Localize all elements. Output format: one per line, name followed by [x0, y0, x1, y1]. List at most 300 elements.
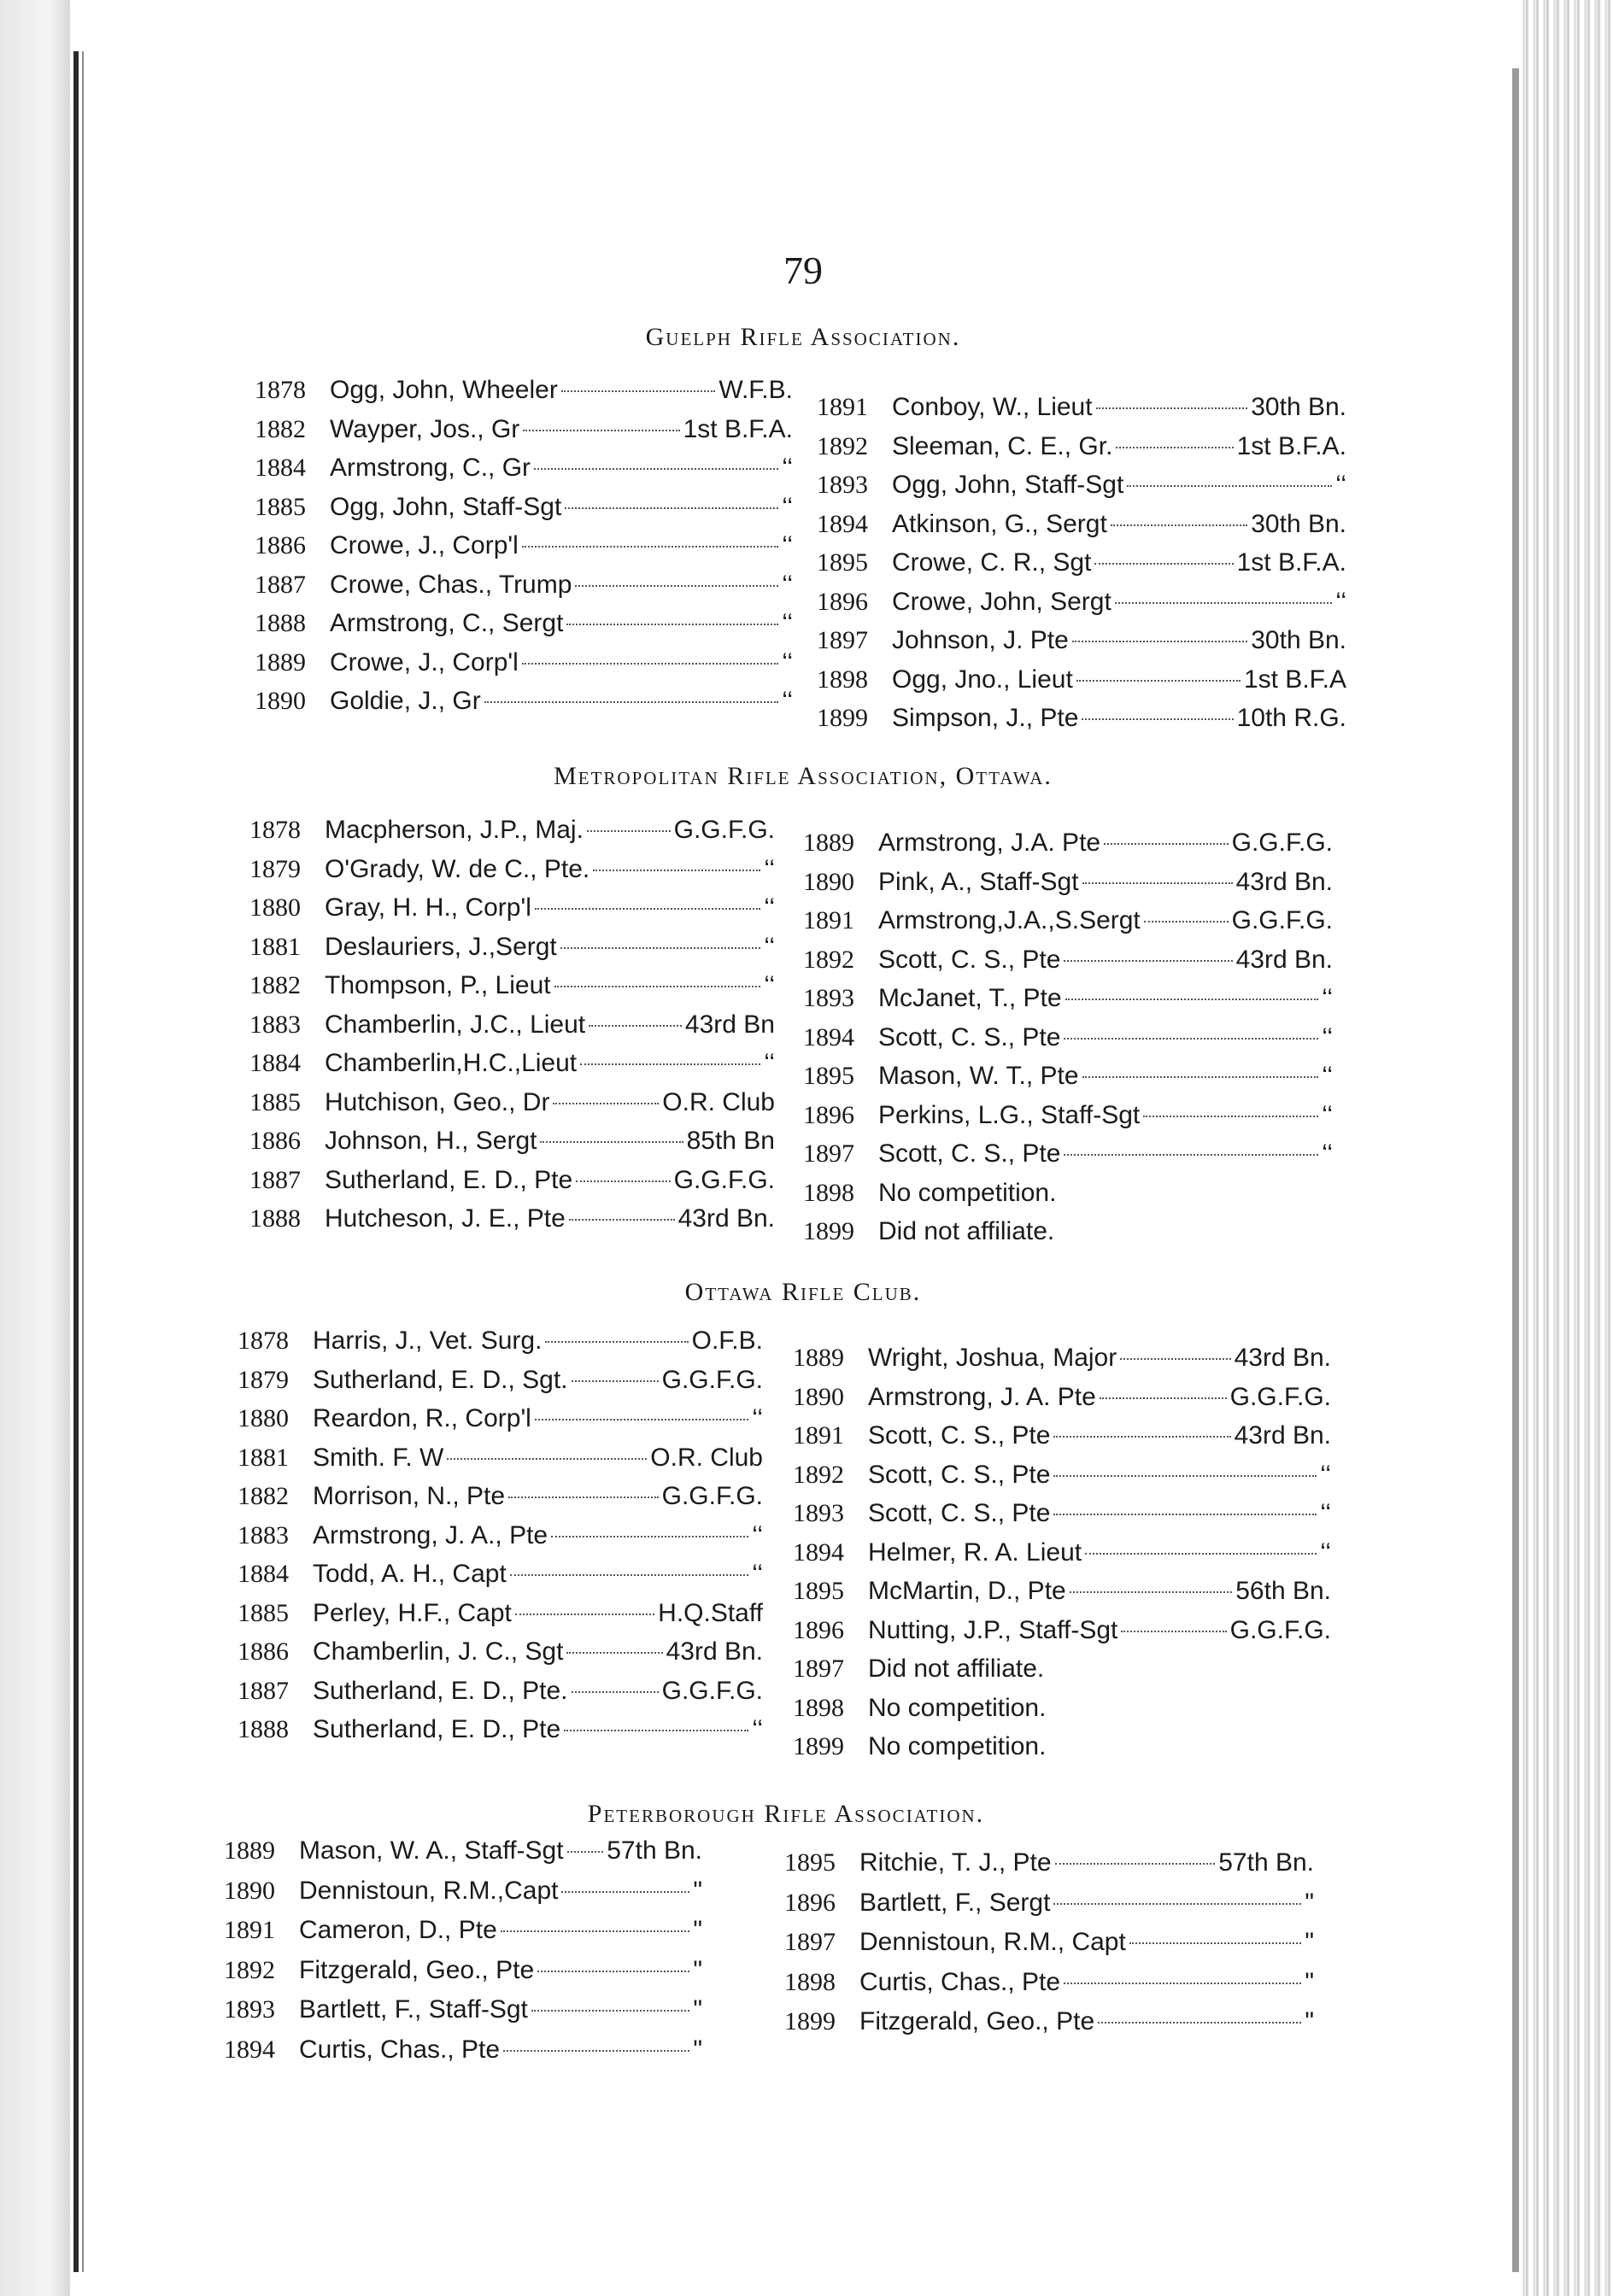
book-binding-left [0, 0, 70, 2296]
record-entry [238, 1521, 763, 1550]
entry-name: Did not affiliate. [878, 1217, 1055, 1245]
entry-year: 1883 [238, 1520, 289, 1549]
entry-name: Smith. F. W [313, 1443, 444, 1472]
entry-unit: G.G.F.G. [1231, 906, 1333, 934]
entry-unit: O.F.B. [691, 1327, 763, 1355]
record-entry [249, 855, 775, 884]
entry-name: Thompson, P., Lieut [325, 971, 551, 999]
dot-leader [1053, 1903, 1301, 1905]
entry-name: Macpherson, J.P., Maj. [325, 816, 584, 844]
entry-unit: 1st B.F.A. [1236, 431, 1346, 460]
record-entry [803, 829, 1333, 858]
dot-leader [484, 701, 778, 703]
entry-name: Ogg, John, Staff-Sgt [892, 471, 1124, 499]
dot-leader [566, 624, 778, 625]
entry-year: 1898 [803, 1178, 854, 1207]
dot-leader [587, 830, 671, 832]
record-entry [238, 1327, 763, 1356]
entry-name: Ritchie, T. J., Pte [859, 1848, 1052, 1877]
dot-leader [1115, 602, 1332, 604]
entry-year: 1885 [255, 492, 306, 521]
book-spine-shadow [82, 51, 84, 2272]
entry-name: Did not affiliate. [868, 1655, 1045, 1683]
entry-unit: G.G.F.G. [661, 1482, 763, 1510]
entry-year: 1893 [793, 1499, 844, 1527]
entry-year: 1887 [238, 1676, 289, 1705]
record-entry [817, 626, 1346, 655]
entry-year: 1878 [255, 376, 306, 404]
entry-name: Deslauriers, J.,Sergt [325, 932, 557, 961]
entry-year: 1896 [803, 1100, 854, 1129]
entry-year: 1887 [255, 570, 306, 599]
entry-name: Wright, Joshua, Major [868, 1344, 1117, 1372]
record-entry [817, 393, 1346, 422]
entry-year: 1888 [255, 609, 306, 637]
entry-unit: ‘‘ [764, 893, 775, 922]
entry-year: 1893 [817, 471, 868, 499]
entry-unit: " [693, 1916, 702, 1944]
section-title: Ottawa Rifle Club. [684, 1278, 922, 1306]
entry-year: 1884 [249, 1049, 301, 1077]
dot-leader [503, 2050, 689, 2052]
dot-leader [1053, 1475, 1317, 1477]
entry-name: Sutherland, E. D., Pte [325, 1165, 573, 1194]
entry-year: 1895 [793, 1577, 844, 1605]
record-entry [793, 1655, 1331, 1684]
dot-leader [560, 947, 760, 949]
entry-unit: " [1305, 1967, 1314, 1996]
entry-year: 1889 [255, 647, 306, 676]
entry-year: 1890 [793, 1382, 844, 1411]
entry-year: 1899 [803, 1217, 854, 1245]
entry-name: Chamberlin,H.C.,Lieut [325, 1049, 578, 1077]
dot-leader [510, 1574, 748, 1576]
section-title: Metropolitan Rifle Association, Ottawa. [554, 762, 1053, 790]
entry-name: Crowe, J., Corp'l [330, 647, 519, 676]
dot-leader [1072, 641, 1247, 642]
record-entry [255, 609, 793, 638]
entry-name: Fitzgerald, Geo., Pte [299, 1955, 535, 1984]
entry-unit: ‘‘ [764, 854, 775, 883]
record-entry [793, 1538, 1331, 1567]
record-entry [249, 1049, 775, 1078]
entry-name: Armstrong,J.A.,S.Sergt [878, 906, 1141, 934]
record-entry [249, 1010, 775, 1040]
record-entry [817, 588, 1346, 617]
record-entry [803, 1179, 1333, 1208]
dot-leader [535, 1419, 748, 1420]
entry-name: Armstrong, C., Gr [330, 454, 531, 482]
entry-year: 1878 [238, 1327, 289, 1355]
entry-year: 1888 [249, 1204, 301, 1233]
entry-name: Ogg, John, Wheeler [330, 376, 558, 404]
record-entry [803, 868, 1333, 897]
dot-leader [572, 1380, 659, 1382]
entry-year: 1885 [249, 1087, 301, 1116]
entry-name: Armstrong, J. A. Pte [868, 1382, 1096, 1411]
record-entry [817, 665, 1346, 694]
entry-unit: 43rd Bn [684, 1010, 775, 1039]
entry-year: 1894 [224, 2035, 275, 2064]
record-entry [793, 1461, 1331, 1490]
entry-year: 1898 [817, 665, 868, 694]
entry-name: Ogg, Jno., Lieut [892, 665, 1073, 694]
record-entry [784, 1889, 1314, 1918]
record-entry [803, 1139, 1333, 1168]
dot-leader [1143, 1116, 1318, 1117]
dot-leader [1104, 843, 1229, 845]
entry-unit: 43rd Bn. [1234, 1344, 1331, 1372]
entry-unit: " [693, 2035, 702, 2064]
dot-leader [1129, 1942, 1302, 1944]
record-entry [803, 1101, 1333, 1130]
entry-year: 1895 [784, 1848, 836, 1877]
entry-unit: ‘‘ [1322, 1100, 1333, 1129]
entry-year: 1899 [784, 2007, 836, 2035]
record-entry [255, 531, 793, 560]
record-entry [255, 571, 793, 600]
entry-name: Scott, C. S., Pte [878, 1139, 1061, 1168]
record-entry [238, 1560, 763, 1589]
entry-year: 1883 [249, 1010, 301, 1039]
section-title: Peterborough Rifle Association. [587, 1800, 985, 1828]
record-entry [803, 1023, 1333, 1052]
entry-unit: 43rd Bn. [1235, 945, 1333, 974]
record-entry [817, 432, 1346, 461]
entry-name: Morrison, N., Pte [313, 1482, 506, 1510]
entry-name: O'Grady, W. de C., Pte. [325, 854, 590, 883]
entry-unit: ‘‘ [782, 454, 793, 482]
dot-leader [523, 430, 679, 431]
entry-year: 1879 [238, 1365, 289, 1394]
entry-year: 1892 [803, 945, 854, 974]
entry-year: 1891 [817, 393, 868, 421]
entry-unit: 57th Bn. [1218, 1848, 1314, 1877]
entry-year: 1880 [238, 1404, 289, 1432]
entry-unit: G.G.F.G. [673, 1165, 775, 1194]
dot-leader [1120, 1358, 1230, 1360]
entry-unit: " [693, 1955, 702, 1984]
entry-name: Atkinson, G., Sergt [892, 509, 1107, 538]
dot-leader [1064, 1038, 1318, 1040]
record-entry [793, 1421, 1331, 1450]
entry-year: 1881 [238, 1443, 289, 1472]
entry-year: 1878 [249, 816, 301, 844]
record-entry [224, 1956, 702, 1985]
entry-year: 1882 [255, 414, 306, 443]
entry-year: 1895 [817, 548, 868, 577]
entry-name: Wayper, Jos., Gr [330, 414, 520, 443]
record-entry [803, 906, 1333, 935]
entry-unit: G.G.F.G. [1229, 1615, 1331, 1644]
record-entry [238, 1366, 763, 1395]
record-entry [238, 1715, 763, 1744]
entry-year: 1881 [249, 932, 301, 961]
record-entry [817, 510, 1346, 539]
entry-unit: ‘‘ [752, 1404, 763, 1432]
dot-leader [589, 1025, 682, 1027]
dot-leader [1064, 1983, 1301, 1984]
entry-unit: ‘‘ [1322, 1062, 1333, 1090]
entry-year: 1886 [255, 531, 306, 559]
entry-year: 1897 [817, 626, 868, 654]
entry-year: 1886 [249, 1127, 301, 1155]
entry-unit: G.G.F.G. [661, 1365, 763, 1394]
dot-leader [447, 1458, 647, 1460]
dot-leader [1064, 1154, 1318, 1156]
record-entry [784, 1848, 1314, 1877]
entry-unit: 56th Bn. [1235, 1577, 1331, 1605]
entry-year: 1896 [817, 587, 868, 616]
dot-leader [1082, 1076, 1319, 1078]
entry-name: No competition. [878, 1178, 1057, 1207]
dot-leader [531, 2010, 689, 2012]
entry-year: 1887 [249, 1165, 301, 1194]
entry-year: 1892 [817, 431, 868, 460]
entry-name: Hutcheson, J. E., Pte [325, 1204, 566, 1233]
entry-year: 1889 [224, 1836, 275, 1865]
entry-year: 1892 [793, 1460, 844, 1489]
entry-name: Johnson, J. Pte [892, 626, 1069, 654]
entry-year: 1895 [803, 1062, 854, 1090]
entry-unit: G.G.F.G. [1229, 1382, 1331, 1411]
dot-leader [1064, 960, 1232, 962]
entry-unit: ‘‘ [1335, 587, 1346, 616]
entry-unit: " [1305, 1888, 1314, 1917]
entry-year: 1894 [817, 509, 868, 538]
dot-leader [1070, 1591, 1233, 1593]
entry-year: 1882 [249, 971, 301, 999]
entry-name: Armstrong, C., Sergt [330, 609, 564, 637]
entry-name: Dennistoun, R.M., Capt [859, 1928, 1126, 1956]
entry-name: Mason, W. A., Staff-Sgt [299, 1836, 564, 1865]
entry-year: 1884 [238, 1560, 289, 1588]
entry-name: Bartlett, F., Sergt [859, 1888, 1051, 1917]
record-entry [803, 946, 1333, 975]
entry-year: 1885 [238, 1598, 289, 1627]
dot-leader [1127, 485, 1332, 487]
record-entry [793, 1616, 1331, 1645]
dot-leader [540, 1141, 683, 1143]
dot-leader [569, 1219, 675, 1221]
entry-year: 1884 [255, 454, 306, 482]
entry-unit: ‘‘ [782, 492, 793, 521]
entry-unit: 30th Bn. [1251, 393, 1346, 421]
record-entry [238, 1637, 763, 1666]
entry-unit: 10th R.G. [1236, 704, 1346, 732]
entry-unit: 1st B.F.A. [1236, 548, 1346, 577]
entry-year: 1899 [817, 704, 868, 732]
entry-unit: H.Q.Staff [658, 1598, 763, 1627]
entry-unit: 57th Bn. [607, 1836, 702, 1865]
entry-year: 1893 [224, 1995, 275, 2024]
dot-leader [1076, 680, 1241, 682]
entry-year: 1890 [255, 687, 306, 715]
entry-unit: 43rd Bn. [1235, 867, 1333, 896]
entry-name: Goldie, J., Gr [330, 687, 481, 715]
dot-leader [1055, 1863, 1216, 1865]
entry-unit: " [693, 1876, 702, 1905]
entry-year: 1879 [249, 854, 301, 883]
dot-leader [1053, 1514, 1317, 1515]
dot-leader [575, 585, 778, 587]
record-entry [224, 1995, 702, 2024]
entry-name: Crowe, J., Corp'l [330, 531, 519, 559]
entry-year: 1899 [793, 1732, 844, 1760]
record-entry [249, 1204, 775, 1233]
record-entry [238, 1444, 763, 1473]
entry-unit: 43rd Bn. [1234, 1421, 1331, 1450]
entry-year: 1893 [803, 984, 854, 1012]
dot-leader [534, 468, 778, 470]
entry-year: 1891 [793, 1421, 844, 1450]
entry-name: Chamberlin, J. C., Sgt [313, 1637, 564, 1666]
entry-unit: ‘‘ [782, 531, 793, 559]
entry-unit: G.G.F.G. [673, 816, 775, 844]
entry-unit: 85th Bn [686, 1127, 775, 1155]
entry-name: Scott, C. S., Pte [868, 1421, 1051, 1450]
entry-year: 1889 [793, 1344, 844, 1372]
entry-name: Scott, C. S., Pte [878, 1022, 1061, 1051]
dot-leader [545, 1341, 688, 1343]
entry-name: Armstrong, J.A. Pte [878, 829, 1101, 857]
record-entry [249, 893, 775, 922]
entry-unit: ‘‘ [1320, 1499, 1331, 1527]
entry-name: Crowe, John, Sergt [892, 587, 1112, 616]
entry-year: 1882 [238, 1482, 289, 1510]
entry-name: Bartlett, F., Staff-Sgt [299, 1995, 528, 2024]
entry-year: 1894 [793, 1538, 844, 1567]
entry-unit: W.F.B. [719, 376, 793, 404]
entry-name: Scott, C. S., Pte [878, 945, 1061, 974]
record-entry [817, 471, 1346, 500]
record-entry [249, 1166, 775, 1195]
entry-name: Ogg, John, Staff-Sgt [330, 492, 562, 521]
record-entry [255, 415, 793, 444]
entry-unit: ‘‘ [1322, 1139, 1333, 1168]
entry-unit: ‘‘ [764, 1049, 775, 1077]
record-entry [249, 971, 775, 1000]
record-entry [238, 1404, 763, 1433]
record-entry [793, 1383, 1331, 1412]
entry-year: 1890 [224, 1876, 275, 1905]
record-entry [249, 1088, 775, 1117]
record-entry [793, 1344, 1331, 1373]
record-entry [793, 1577, 1331, 1606]
entry-unit: ‘‘ [1320, 1538, 1331, 1567]
entry-unit: ‘‘ [1322, 984, 1333, 1012]
record-entry [803, 1062, 1333, 1091]
record-entry [249, 1127, 775, 1156]
entry-unit: G.G.F.G. [661, 1676, 763, 1705]
section-title: Guelph Rifle Association. [645, 323, 961, 351]
entry-year: 1890 [803, 867, 854, 896]
entry-name: Curtis, Chas., Pte [299, 2035, 501, 2064]
entry-name: Curtis, Chas., Pte [859, 1967, 1061, 1996]
record-entry [803, 1217, 1333, 1246]
book-spine-edge [73, 51, 79, 2272]
entry-name: Crowe, C. R., Sgt [892, 548, 1092, 577]
dot-leader [1100, 1397, 1227, 1399]
entry-unit: 43rd Bn. [677, 1204, 775, 1233]
dot-leader [1065, 999, 1319, 1000]
entry-name: Scott, C. S., Pte [868, 1460, 1051, 1489]
dot-leader [567, 1851, 604, 1853]
entry-unit: " [1305, 1928, 1314, 1956]
entry-unit: 43rd Bn. [666, 1637, 763, 1666]
record-entry [784, 1968, 1314, 1997]
dot-leader [522, 663, 778, 665]
entry-unit: " [693, 1995, 702, 2024]
entry-name: McMartin, D., Pte [868, 1577, 1066, 1605]
dot-leader [515, 1614, 654, 1615]
dot-leader [1082, 718, 1233, 720]
dot-leader [1111, 524, 1247, 526]
record-entry [793, 1499, 1331, 1528]
entry-unit: ‘‘ [752, 1520, 763, 1549]
entry-name: Conboy, W., Lieut [892, 393, 1093, 421]
entry-name: Simpson, J., Pte [892, 704, 1079, 732]
page-number: 79 [783, 249, 823, 292]
entry-name: Hutchison, Geo., Dr [325, 1087, 550, 1116]
entry-year: 1896 [784, 1888, 836, 1917]
dot-leader [1144, 921, 1229, 922]
entry-unit: ‘‘ [764, 932, 775, 961]
dot-leader [566, 1652, 662, 1654]
entry-year: 1891 [803, 906, 854, 934]
entry-name: Pink, A., Staff-Sgt [878, 867, 1079, 896]
dot-leader [1094, 563, 1233, 565]
dot-leader [535, 908, 760, 910]
entry-year: 1896 [793, 1615, 844, 1644]
entry-name: Todd, A. H., Capt [313, 1560, 507, 1588]
dot-leader [551, 1536, 748, 1538]
dot-leader [576, 1180, 670, 1182]
entry-name: Nutting, J.P., Staff-Sgt [868, 1615, 1118, 1644]
entry-name: Armstrong, J. A., Pte [313, 1520, 548, 1549]
entry-name: Perley, H.F., Capt [313, 1598, 512, 1627]
dot-leader [1096, 407, 1248, 409]
entry-name: No competition. [868, 1732, 1047, 1760]
entry-year: 1886 [238, 1637, 289, 1666]
dot-leader [561, 1891, 689, 1893]
dot-leader [508, 1496, 659, 1498]
record-entry [817, 548, 1346, 577]
record-entry [238, 1599, 763, 1628]
entry-name: No competition. [868, 1693, 1047, 1722]
record-entry [238, 1677, 763, 1706]
entry-year: 1898 [793, 1693, 844, 1722]
entry-unit: 1st B.F.A. [683, 414, 793, 443]
record-entry [238, 1482, 763, 1511]
entry-unit: 30th Bn. [1251, 626, 1346, 654]
entry-unit: ‘‘ [752, 1715, 763, 1743]
dot-leader [572, 1691, 659, 1693]
dot-leader [537, 1971, 689, 1972]
entry-year: 1898 [784, 1967, 836, 1996]
dot-leader [564, 1730, 748, 1731]
entry-name: Dennistoun, R.M.,Capt [299, 1876, 559, 1905]
record-entry [255, 493, 793, 522]
entry-unit: ‘‘ [752, 1560, 763, 1588]
dot-leader [1085, 1553, 1317, 1555]
record-entry [255, 454, 793, 483]
record-entry [249, 933, 775, 962]
record-entry [255, 687, 793, 716]
dot-leader [1121, 1631, 1226, 1632]
record-entry [784, 2007, 1314, 2036]
dot-leader [501, 1930, 690, 1932]
